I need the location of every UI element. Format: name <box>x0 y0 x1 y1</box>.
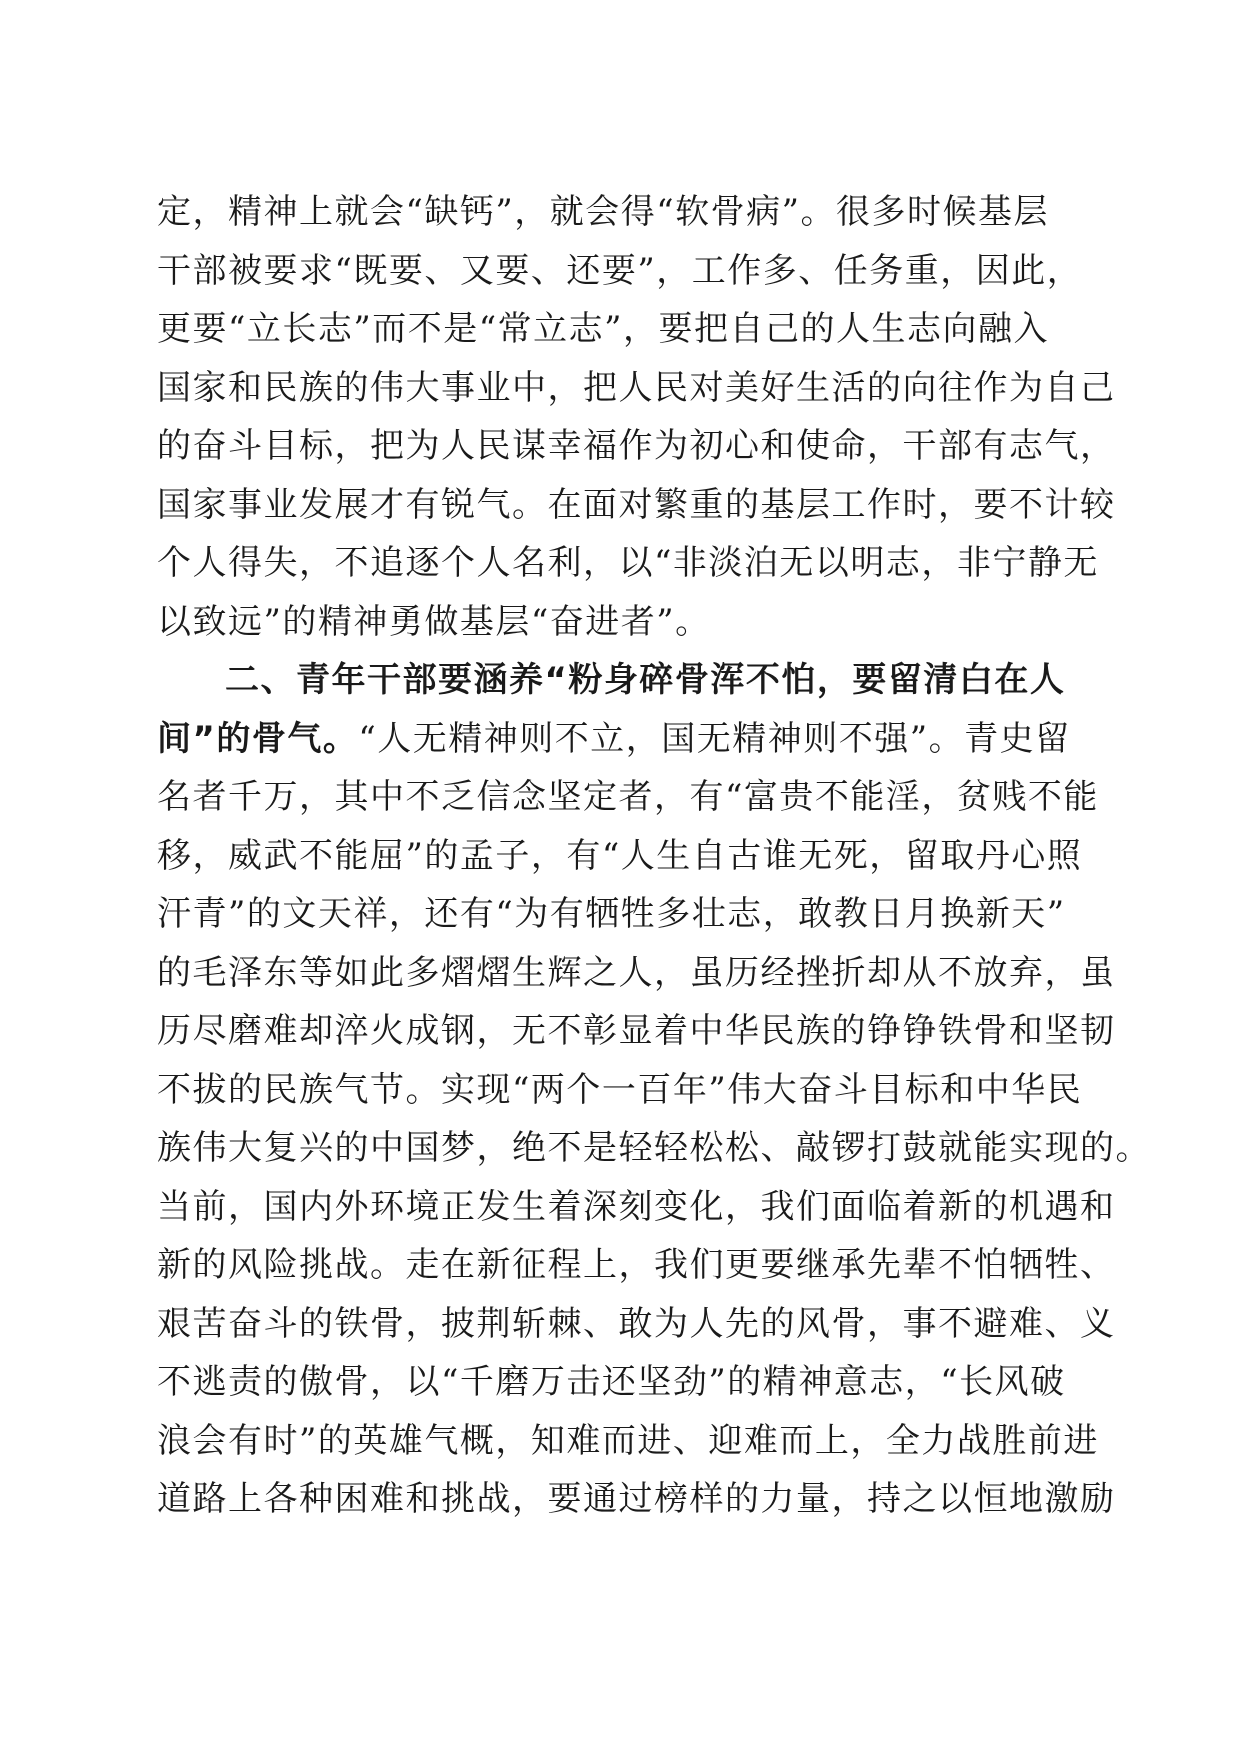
text-line-21: 不逃责的傲骨，以“千磨万击还坚劲”的精神意志，“长风破 <box>157 1362 1066 1402</box>
text-line-3: 更要“立长志”而不是“常立志”，要把自己的人生志向融入 <box>157 309 1050 349</box>
section-heading-line-2: 间”的骨气。“人无精神则不立，国无精神则不强”。青史留 <box>157 718 1071 759</box>
text-line-6: 国家事业发展才有锐气。在面对繁重的基层工作时，要不计较 <box>157 484 1116 525</box>
text-line-18: 当前，国内外环境正发生着深刻变化，我们面临着新的机遇和 <box>157 1186 1116 1227</box>
text-line-22: 浪会有时”的英雄气概，知难而进、迎难而上，全力战胜前进 <box>157 1420 1099 1461</box>
text-line-17: 族伟大复兴的中国梦，绝不是轻轻松松、敲锣打鼓就能实现的。 <box>157 1128 1151 1168</box>
text-line-14: 的毛泽东等如此多熠熠生辉之人，虽历经挫折却从不放弃，虽 <box>157 952 1116 993</box>
text-line-2: 干部被要求“既要、又要、还要”，工作多、任务重，因此， <box>157 250 1083 291</box>
text-line-4: 国家和民族的伟大事业中，把人民对美好生活的向往作为自己 <box>157 367 1116 408</box>
text-line-20: 艰苦奋斗的铁骨，披荆斩棘、敢为人先的风骨，事不避难、义 <box>157 1303 1116 1344</box>
section-heading: 二、青年干部要涵养“粉身碎骨浑不怕，要留清白在人 <box>225 660 1066 700</box>
text-line-7: 个人得失，不追逐个人名利，以“非淡泊无以明志，非宁静无 <box>157 543 1099 583</box>
text-line-1: 定，精神上就会“缺钙”，就会得“软骨病”。很多时候基层 <box>157 192 1050 232</box>
text-line-12: 移，威武不能屈”的孟子，有“人生自古谁无死，留取丹心照 <box>157 835 1083 876</box>
section-heading-line-1 <box>157 651 1097 710</box>
section-heading-end: 间”的骨气。 <box>157 718 359 759</box>
text-line-13: 汗青”的文天祥，还有“为有牺牲多壮志，敢教日月换新天” <box>157 894 1066 934</box>
text-line-23: 道路上各种困难和挑战，要通过榜样的力量，持之以恒地激励 <box>157 1479 1116 1519</box>
text-line-8: 以致远”的精神勇做基层“奋进者”。 <box>157 601 711 642</box>
text-line-15: 历尽磨难却淬火成钢，无不彰显着中华民族的铮铮铁骨和坚韧 <box>157 1011 1116 1051</box>
text-line-11: 名者千万，其中不乏信念坚定者，有“富贵不能淫，贫贱不能 <box>157 777 1099 817</box>
text-line-16: 不拔的民族气节。实现“两个一百年”伟大奋斗目标和中华民 <box>157 1069 1083 1110</box>
body-text <box>157 183 1151 1529</box>
text-line-5: 的奋斗目标，把为人民谋幸福作为初心和使命，干部有志气， <box>157 426 1116 466</box>
text-line-19: 新的风险挑战。走在新征程上，我们更要继承先辈不怕牺牲、 <box>157 1245 1116 1285</box>
